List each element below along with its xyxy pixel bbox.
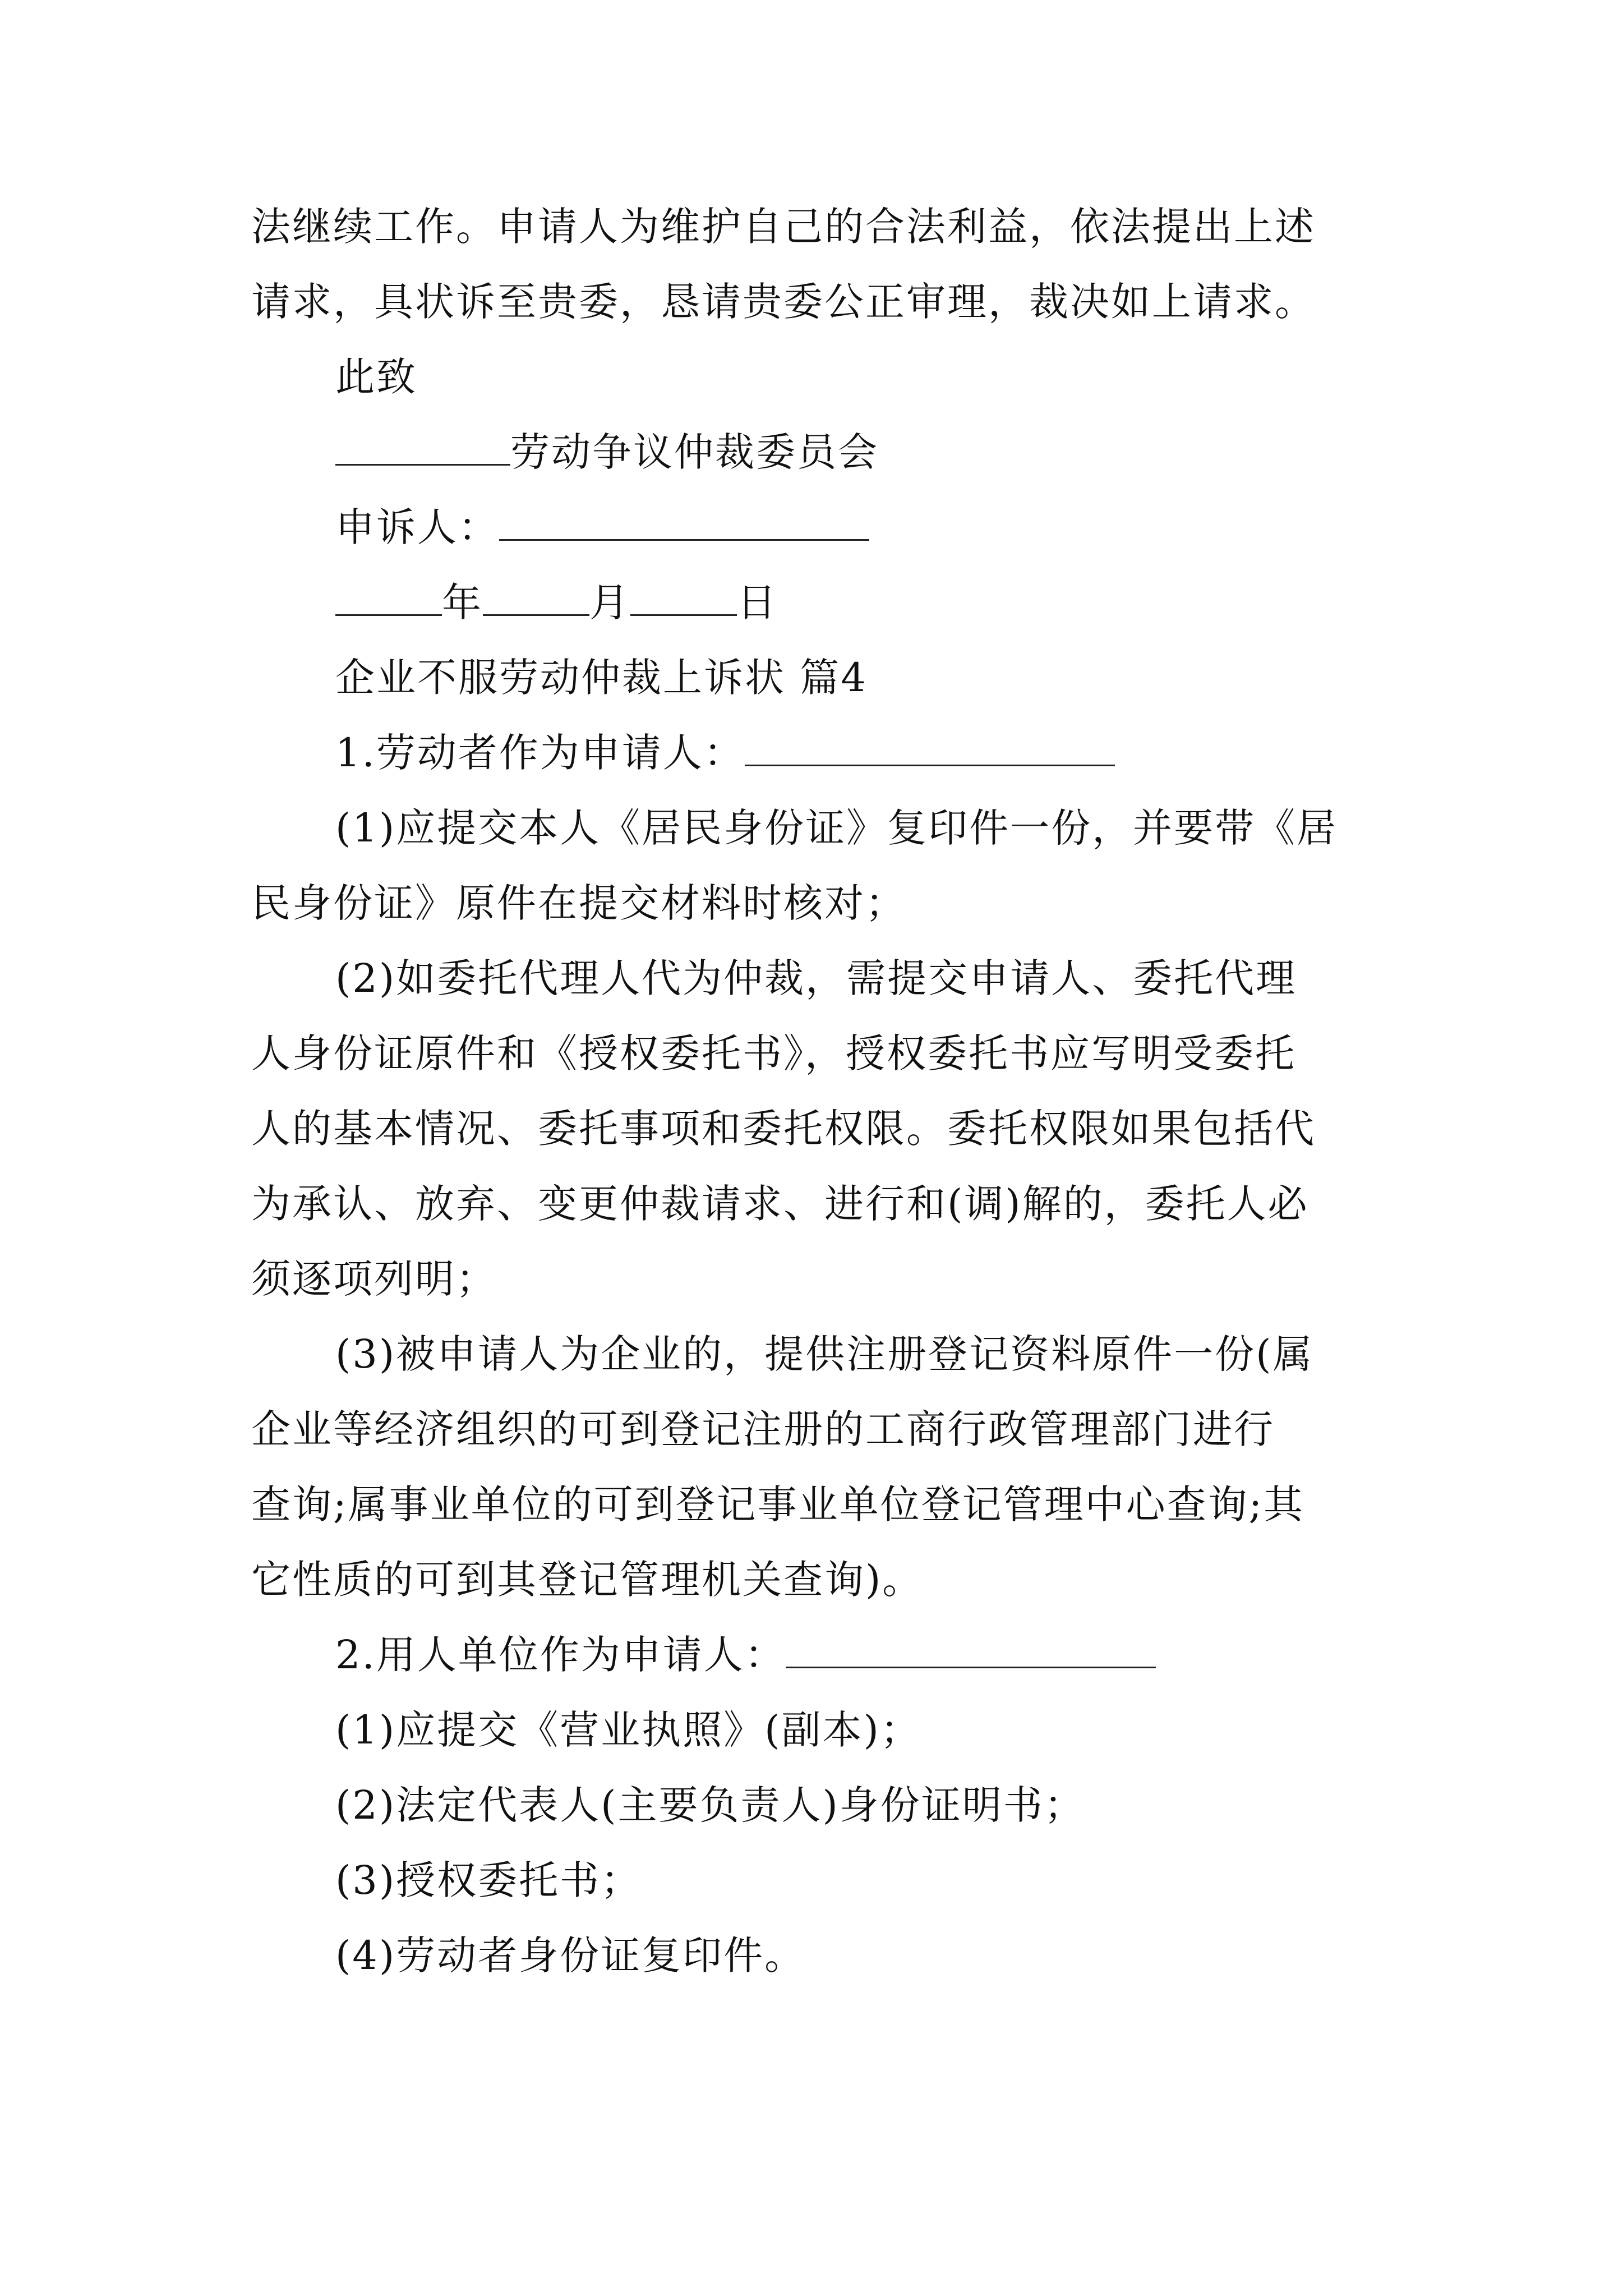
body-text-line: 人的基本情况、委托事项和委托权限。委托权限如果包括代: [251, 1106, 1316, 1152]
year-blank: [335, 582, 442, 616]
signature-line: [251, 503, 1491, 552]
item-heading: [251, 1630, 1491, 1680]
body-text-line: (2)如委托代理人代为仲裁，需提交申请人、委托代理: [335, 955, 1297, 1001]
body-text-line: 法继续工作。申请人为维护自己的合法利益，依法提出上述: [251, 204, 1316, 250]
body-text-line: 查询;属事业单位的可到登记事业单位登记管理中心查询;其: [251, 1481, 1305, 1527]
body-text-line: 须逐项列明；: [251, 1256, 497, 1302]
body-text-line: (3)被申请人为企业的，提供注册登记资料原件一份(属: [335, 1331, 1314, 1377]
body-text-line: 它性质的可到其登记管理机关查询)。: [251, 1557, 924, 1603]
item-heading-text: 1.劳动者作为申请人：: [335, 730, 745, 776]
body-text-line: (1)应提交本人《居民身份证》复印件一份，并要带《居: [335, 805, 1338, 851]
body-text-line: (4)劳动者身份证复印件。: [335, 1932, 806, 1978]
committee-blank: [335, 431, 510, 466]
date-line: [251, 578, 1491, 627]
day-label: 日: [737, 579, 778, 625]
item-heading: [251, 728, 1491, 777]
addressee: 劳动争议仲裁委员会: [510, 429, 879, 475]
appellant-blank: [499, 507, 869, 541]
body-text-line: (3)授权委托书；: [335, 1857, 642, 1903]
item-heading-text: 2.用人单位作为申请人：: [335, 1632, 786, 1678]
applicant-blank: [745, 732, 1115, 766]
section-heading: 企业不服劳动仲裁上诉状 篇4: [335, 655, 868, 701]
body-text-line: 人身份证原件和《授权委托书》，授权委托书应写明受委托: [251, 1030, 1296, 1076]
addressee-line: [251, 427, 1491, 477]
month-label: 月: [589, 579, 630, 625]
salutation: 此致: [335, 354, 417, 400]
body-text-line: 请求，具状诉至贵委，恳请贵委公正审理，裁决如上请求。: [251, 279, 1316, 325]
body-text-line: 企业等经济组织的可到登记注册的工商行政管理部门进行: [251, 1406, 1275, 1452]
year-label: 年: [442, 579, 483, 625]
body-text-line: 民身份证》原件在提交材料时核对；: [251, 880, 906, 926]
month-blank: [483, 582, 589, 616]
body-text-line: (1)应提交《营业执照》(副本)；: [335, 1707, 921, 1753]
applicant-blank: [786, 1634, 1156, 1668]
body-text-line: 为承认、放弃、变更仲裁请求、进行和(调)解的，委托人必: [251, 1181, 1309, 1227]
appellant-label: 申诉人：: [335, 504, 499, 550]
day-blank: [630, 582, 737, 616]
body-text-line: (2)法定代表人(主要负责人)身份证明书；: [335, 1782, 1085, 1828]
